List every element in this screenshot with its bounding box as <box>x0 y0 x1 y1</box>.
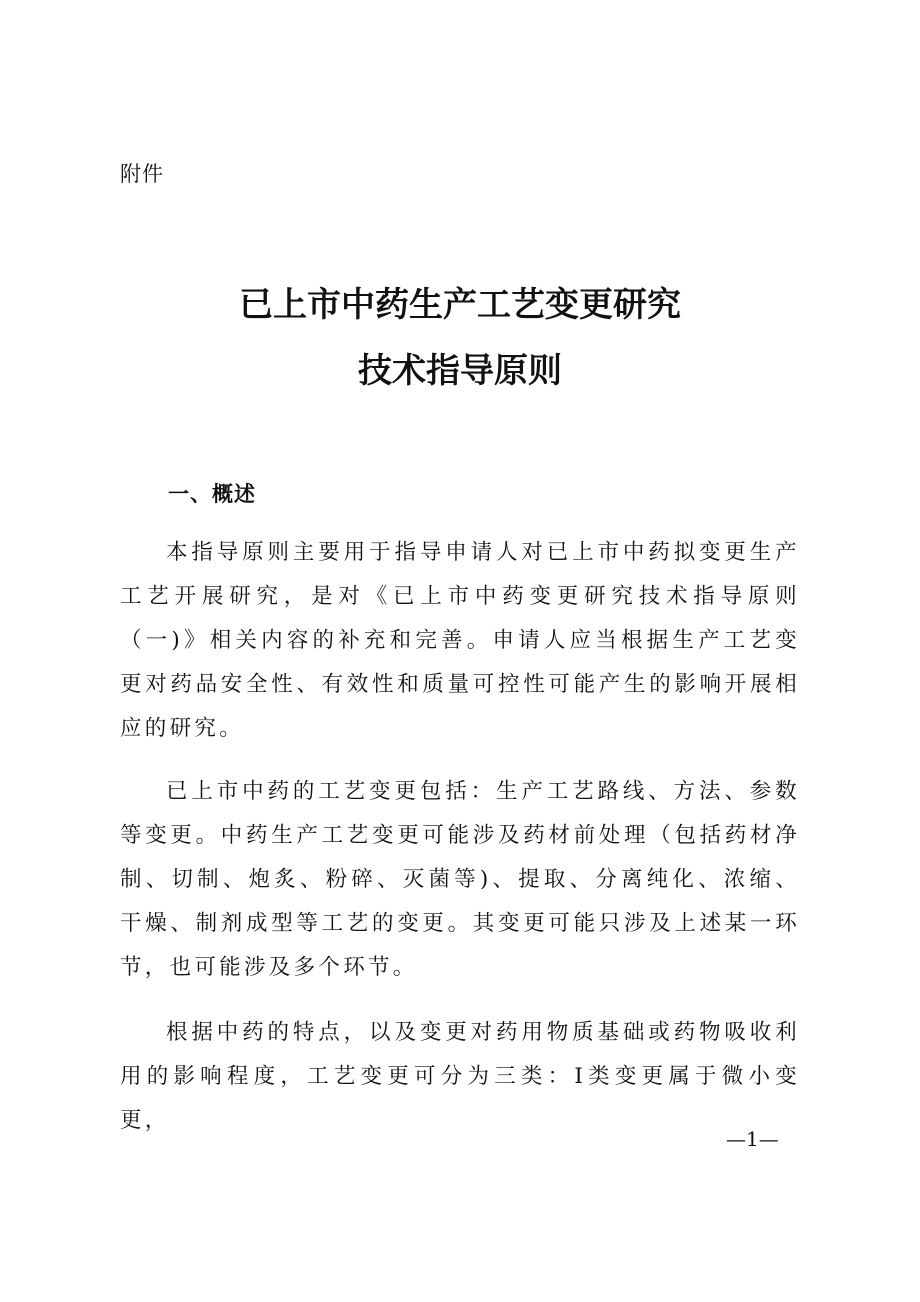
document-title-line-1: 已上市中药生产工艺变更研究 <box>239 285 681 325</box>
paragraph-3: 根据中药的特点，以及变更对药用物质基础或药物吸收利用的影响程度，工艺变更可分为三类：I类变更属于微小变更， <box>120 1020 800 1133</box>
paragraph-2: 已上市中药的工艺变更包括：生产工艺路线、方法、参数等变更。中药生产工艺变更可能涉及药材前处理（包括药材净制、切制、炮炙、粉碎、灭菌等)、提取、分离纯化、浓缩、干燥、制剂成型等工艺的变更。其变更可能只涉及上述某一环节，也可能涉及多个环节。 <box>120 779 800 980</box>
attachment-label: 附件 <box>120 162 164 186</box>
page-number: —1— <box>726 1127 779 1151</box>
section-heading-overview: 一、概述 <box>168 482 256 506</box>
paragraph-1: 本指导原则主要用于指导申请人对已上市中药拟变更生产工艺开展研究，是对《已上市中药变更研究技术指导原则（一)》相关内容的补充和完善。申请人应当根据生产工艺变更对药品安全性、有效性和质量可控性可能产生的影响开展相应的研究。 <box>120 540 800 741</box>
document-title-line-2: 技术指导原则 <box>358 351 562 391</box>
